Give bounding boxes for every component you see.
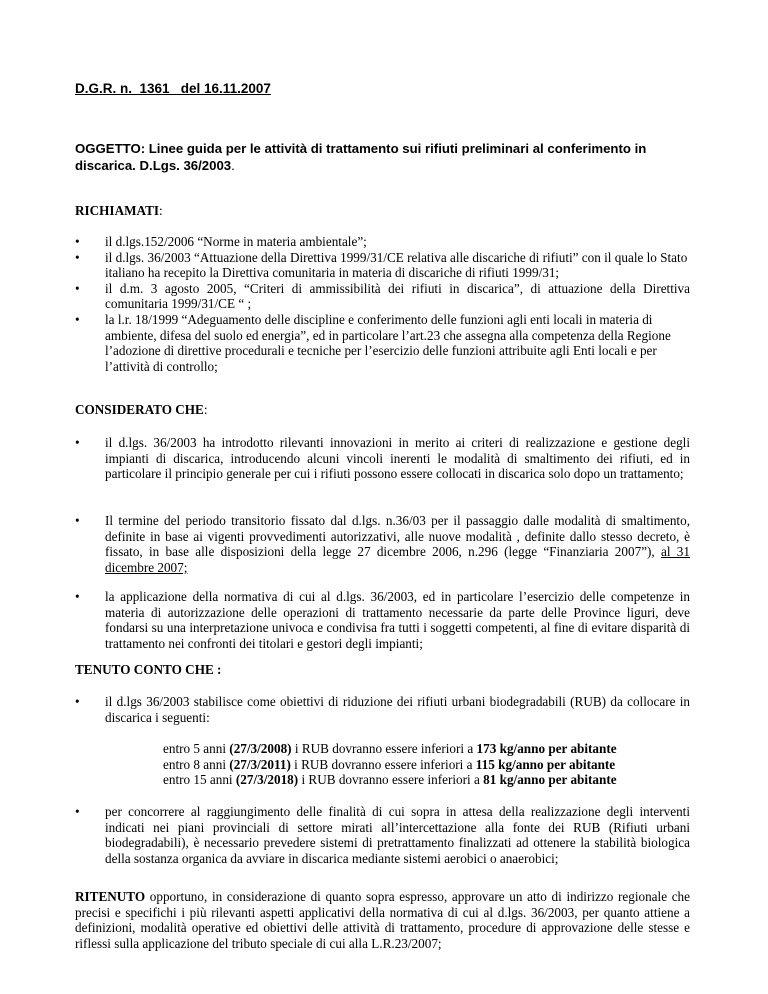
- bullet-icon: •: [75, 435, 80, 450]
- deadline-date: al 31 dicembre 2007;: [105, 544, 690, 575]
- list-item: [75, 435, 690, 482]
- richiamati-heading-colon: :: [159, 203, 163, 218]
- subject-period: .: [231, 158, 235, 173]
- considerato-section: [75, 402, 690, 418]
- ritenuto-paragraph: [75, 889, 690, 951]
- target-row: [163, 741, 768, 757]
- bullet-icon: •: [75, 280, 80, 296]
- richiamati-heading-text: RICHIAMATI: [75, 203, 160, 218]
- ritenuto-text: opportuno, in considerazione di quanto sopra espresso, approvare un atto di indirizzo regionale che precisi e specifichi i più rilevanti aspetti applicativi della normativa di cui al d.lgs. 36/2003, per quanto attiene a definizioni, modalità operative ed obiettivi delle attività di trattamento, procedure di approvazione delle stesse e riflessi sulla applicazione del tributo speciale di cui alla L.R.23/2007;: [75, 889, 690, 951]
- target-text: i RUB dovranno essere inferiori a: [298, 772, 484, 788]
- subject-line: [75, 140, 685, 174]
- document-reference: D.G.R. n. 1361 del 16.11.2007: [75, 81, 271, 96]
- list-item-text: il d.lgs.152/2006 “Norme in materia ambientale”;: [105, 234, 367, 249]
- richiamati-section: [75, 203, 690, 374]
- list-item: [75, 312, 690, 374]
- list-item-text: per concorrere al raggiungimento delle finalità di cui sopra in attesa della realizzazione degli interventi indicati nei piani provinciali di settore mirati all’intercettazione alla fonte dei RUB (Rifiuti urbani biodegradabili), è necessario prevedere sistemi di pretrattamento finalizzati ad ottenere la stabilità biologica della sostanza organica da avviare in discarica mediante sistemi aerobici o anaerobici;: [105, 804, 690, 866]
- target-date: (27/3/2008): [229, 741, 292, 756]
- list-item-text: il d.m. 3 agosto 2005, “Criteri di ammissibilità dei rifiuti in discarica”, di attuazione della Direttiva comunitaria 1999/31/CE “ ;: [105, 280, 690, 312]
- richiamati-list: [75, 234, 690, 374]
- list-item: [75, 513, 690, 575]
- list-item-text: il d.lgs. 36/2003 “Attuazione della Direttiva 1999/31/CE relativa alle discariche di rifiuti” con il quale lo Stato italiano ha recepito la Direttiva comunitaria in materia di discariche di rifiuti 1999/31;: [105, 249, 688, 281]
- list-item-text: la l.r. 18/1999 “Adeguamento delle discipline e conferimento delle funzioni agli enti locali in materia di ambiente, difesa del suolo ed energia”, ed in particolare l’art.23 che assegna alla competenza della Regione l’adozione di direttive procedurali e tecniche per l’esercizio delle funzioni attribuite agli Enti locali e per l’attività di controllo;: [105, 311, 671, 374]
- richiamati-heading: [75, 203, 690, 219]
- considerato-list-2: [75, 513, 690, 575]
- target-text: i RUB dovranno essere inferiori a: [291, 741, 477, 756]
- target-date: (27/3/2018): [235, 772, 299, 788]
- bullet-icon: •: [75, 694, 80, 709]
- bullet-icon: •: [75, 589, 80, 604]
- target-row: [163, 772, 768, 788]
- list-item: [75, 694, 690, 725]
- target-amount: 115 kg/anno per abitante: [475, 756, 616, 772]
- subject-text: OGGETTO: Linee guida per le attività di trattamento sui rifiuti preliminari al conferimento in discarica. D.Lgs. 36/2003: [75, 141, 647, 173]
- rub-targets: [75, 741, 768, 788]
- bullet-icon: •: [75, 311, 80, 327]
- target-date: (27/3/2011): [229, 756, 291, 772]
- target-amount: 173 kg/anno per abitante: [476, 741, 617, 756]
- target-amount: 81 kg/anno per abitante: [483, 772, 617, 788]
- tenuto-heading: TENUTO CONTO CHE :: [75, 662, 222, 677]
- list-item: [75, 804, 690, 866]
- list-item-text: Il termine del periodo transitorio fissato dal d.lgs. n.36/03 per il passaggio dalle modalità di smaltimento, definite in base ai vigenti provvedimenti autorizzativi, alle nuove modalità , definite dallo stesso decreto, è fissato, in base alle disposizioni della legge 27 dicembre 2006, n.296 (legge “Finanziaria 2007”),: [105, 513, 690, 560]
- considerato-list: [75, 435, 690, 482]
- list-item-text: il d.lgs 36/2003 stabilisce come obiettivi di riduzione dei rifiuti urbani biodegradabili (RUB) da collocare in discarica i seguenti:: [105, 694, 690, 725]
- bullet-icon: •: [75, 804, 80, 819]
- list-item-text: la applicazione della normativa di cui al d.lgs. 36/2003, ed in particolare l’esercizio delle competenze in materia di autorizzazione delle operazioni di trattamento necessarie da parte delle Province liguri, deve fondarsi su una interpretazione univoca e condivisa fra tutti i soggetti competenti, al fine di evitare disparità di trattamento nei confronti dei titolari e gestori degli impianti;: [105, 589, 690, 651]
- considerato-list-3: [75, 589, 690, 651]
- target-period: entro 8 anni: [163, 756, 230, 772]
- ritenuto-keyword: RITENUTO: [75, 889, 146, 904]
- bullet-icon: •: [75, 234, 80, 249]
- bullet-icon: •: [75, 249, 80, 265]
- list-item: [75, 589, 690, 651]
- bullet-icon: •: [75, 513, 80, 528]
- target-text: i RUB dovranno essere inferiori a: [290, 756, 476, 772]
- tenuto-list: [75, 694, 690, 725]
- considerato-heading-colon: :: [203, 402, 208, 417]
- list-item: [75, 234, 690, 250]
- tenuto-list-2: [75, 804, 690, 866]
- target-period: entro 5 anni: [163, 741, 230, 756]
- considerato-heading: [75, 402, 690, 418]
- list-item: [75, 281, 690, 312]
- target-period: entro 15 anni: [163, 772, 236, 788]
- tenuto-section: [75, 662, 690, 678]
- list-item: [75, 250, 690, 281]
- list-item-text: il d.lgs. 36/2003 ha introdotto rilevanti innovazioni in merito ai criteri di realizzazione e gestione degli impianti di discarica, introducendo alcuni vincoli inerenti le modalità di smaltimento dei rifiuti, ed in particolare il principio generale per cui i rifiuti possono essere collocati in discarica solo dopo un trattamento;: [105, 435, 690, 482]
- target-row: [163, 757, 768, 773]
- considerato-heading-text: CONSIDERATO CHE: [75, 402, 204, 417]
